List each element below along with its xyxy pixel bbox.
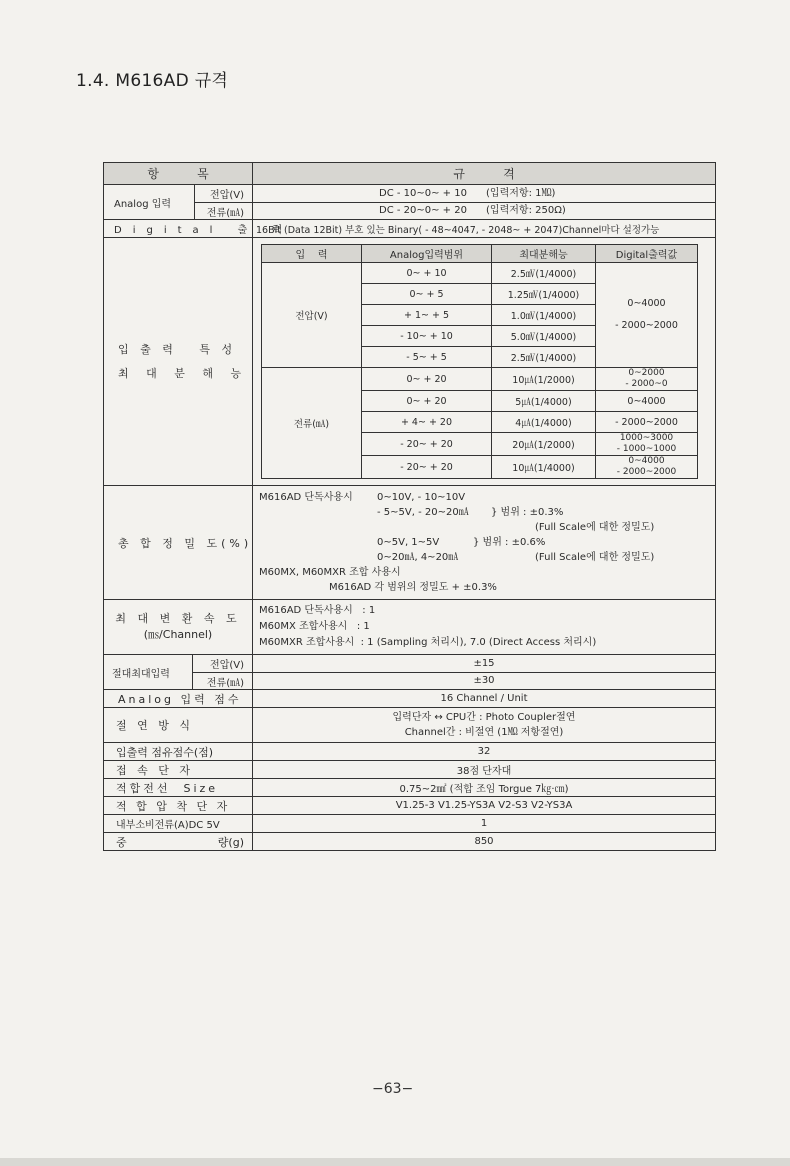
current-range: 0~ + 20 <box>362 368 492 391</box>
weight-label-left: 중 <box>116 835 127 849</box>
absmax-voltage-value: ±15 <box>253 655 715 673</box>
accuracy-line: M616AD 각 범위의 정밀도 + ±0.3% <box>329 582 497 593</box>
spec-row <box>104 815 716 833</box>
insulation-line: 입력단자 ↔ CPU간 : Photo Coupler절연 <box>392 712 576 723</box>
row-label: 내부소비전류(A)DC 5V <box>104 815 253 833</box>
voltage-range: 0~ + 10 <box>362 263 492 284</box>
voltage-group-label: 전압(V) <box>262 263 362 368</box>
speed-line: M60MX 조합사용시 : 1 <box>259 621 370 632</box>
insulation-line: Channel간 : 비절연 (1㏁ 저항절연) <box>404 727 564 738</box>
voltage-res: 1.0㎷(1/4000) <box>492 305 596 326</box>
digital-output-label: Digital 출 력 <box>104 220 253 238</box>
row-value: 16 Channel / Unit <box>253 690 716 708</box>
spec-row <box>104 797 716 815</box>
digital-output-value: 16Bit (Data 12Bit) 부호 있는 Binary( - 48~4047, - 2048~ + 2047)Channel마다 설정가능 <box>253 220 716 238</box>
voltage-range: + 1~ + 5 <box>362 305 492 326</box>
spec-row <box>104 761 716 779</box>
analog-input-row <box>104 185 716 220</box>
analog-current-label: 전류(㎃) <box>206 207 244 219</box>
accuracy-line: 0~5V, 1~5V <box>377 537 440 548</box>
conversion-speed-row <box>104 600 716 655</box>
io-label-line2: 최 대 분 해 능 <box>118 366 249 380</box>
voltage-res: 1.25㎷(1/4000) <box>492 284 596 305</box>
voltage-digital: 0~4000 - 2000~2000 <box>596 263 698 368</box>
col-resolution: 최대분해능 <box>492 245 596 263</box>
spec-row <box>104 690 716 708</box>
analog-input-label: Analog 입력 <box>104 185 195 219</box>
accuracy-line: 0~10V, - 10~10V <box>377 492 466 503</box>
spec-row <box>104 743 716 761</box>
row-value: 32 <box>253 743 716 761</box>
row-label: 적 합 압 착 단 자 <box>104 797 253 815</box>
absolute-max-row <box>104 655 716 690</box>
io-label-line1: 입 출 력 특 성 <box>118 342 237 356</box>
row-value: 0.75~2㎟ (적합 조임 Torgue 7㎏·㎝) <box>253 779 716 797</box>
voltage-res: 2.5㎷(1/4000) <box>492 263 596 284</box>
row-label: 적합전선 Size <box>104 779 253 797</box>
row-label: 입출력 점유점수(점) <box>104 743 253 761</box>
analog-voltage-value: DC - 10~0~ + 10 (입력저항: 1㏁) <box>253 185 715 203</box>
accuracy-line: (Full Scale에 대한 정밀도) <box>535 552 655 563</box>
weight-value: 850 <box>253 833 716 851</box>
current-range: - 20~ + 20 <box>362 456 492 479</box>
digital-output-row <box>104 220 716 238</box>
current-digital: - 2000~2000 <box>596 412 698 433</box>
current-digital: 0~2000 - 2000~0 <box>596 368 698 391</box>
current-range: + 4~ + 20 <box>362 412 492 433</box>
voltage-range: 0~ + 5 <box>362 284 492 305</box>
current-range: 0~ + 20 <box>362 391 492 412</box>
section-number: 1.4. <box>76 71 110 91</box>
voltage-range: - 5~ + 5 <box>362 347 492 368</box>
accuracy-line: M616AD 단독사용시 <box>259 492 353 503</box>
current-digital: 0~4000 <box>596 391 698 412</box>
row-label: Analog 입력 점수 <box>104 690 253 708</box>
accuracy-line: 0~20㎃, 4~20㎃ <box>377 552 459 563</box>
accuracy-label: 총 합 정 밀 도(%) <box>104 486 253 600</box>
row-value: 38점 단자대 <box>253 761 716 779</box>
header-spec: 규 격 <box>253 163 716 185</box>
current-group-label: 전류(㎃) <box>262 368 362 479</box>
col-input: 입 력 <box>262 245 362 263</box>
accuracy-line: } 범위 : ±0.3% <box>491 507 564 518</box>
row-value: 1 <box>253 815 716 833</box>
absmax-current-value: ±30 <box>473 675 495 686</box>
speed-unit: (㎳/Channel) <box>143 628 213 641</box>
row-value: V1.25-3 V1.25-YS3A V2-S3 V2-YS3A <box>253 797 716 815</box>
current-res: 4㎂(1/4000) <box>492 412 596 433</box>
accuracy-line: - 5~5V, - 20~20㎃ <box>377 507 469 518</box>
accuracy-line: (Full Scale에 대한 정밀도) <box>535 522 655 533</box>
current-range: - 20~ + 20 <box>362 433 492 456</box>
accuracy-row <box>104 486 716 600</box>
speed-line: M60MXR 조합사용시 : 1 (Sampling 처리시), 7.0 (Direct Access 처리시) <box>259 637 597 648</box>
section-heading <box>76 66 228 91</box>
current-res: 5㎂(1/4000) <box>492 391 596 412</box>
accuracy-line: M60MX, M60MXR 조합 사용시 <box>259 567 401 578</box>
io-characteristics-row <box>104 238 716 486</box>
spec-row <box>104 779 716 797</box>
weight-label-right: 량(g) <box>217 835 244 849</box>
analog-current-value: DC - 20~0~ + 20 (입력저항: 250Ω) <box>379 205 566 216</box>
section-title: M616AD 규격 <box>115 71 229 91</box>
table-header <box>104 163 716 185</box>
current-res: 20㎂(1/2000) <box>492 433 596 456</box>
voltage-range: - 10~ + 10 <box>362 326 492 347</box>
absmax-label: 절대최대입력 <box>104 655 193 689</box>
insulation-label: 절 연 방 식 <box>104 708 253 743</box>
speed-line: M616AD 단독사용시 : 1 <box>259 605 376 616</box>
resolution-table <box>261 244 698 479</box>
accuracy-line: } 범위 : ±0.6% <box>473 537 546 548</box>
voltage-res: 5.0㎷(1/4000) <box>492 326 596 347</box>
row-label: 접 속 단 자 <box>104 761 253 779</box>
current-res: 10㎂(1/2000) <box>492 368 596 391</box>
absmax-current-label: 전류(㎃) <box>206 677 244 689</box>
speed-label: 최 대 변 환 속 도 <box>115 612 241 625</box>
analog-voltage-label: 전압(V) <box>195 185 253 203</box>
voltage-res: 2.5㎷(1/4000) <box>492 347 596 368</box>
header-item: 항 목 <box>104 163 253 185</box>
insulation-row <box>104 708 716 743</box>
current-res: 10㎂(1/4000) <box>492 456 596 479</box>
weight-row <box>104 833 716 851</box>
scan-edge <box>0 1158 790 1166</box>
col-digital: Digital출력값 <box>596 245 698 263</box>
current-digital: 1000~3000 - 1000~1000 <box>596 433 698 456</box>
spec-table <box>103 162 716 851</box>
col-range: Analog입력범위 <box>362 245 492 263</box>
page-number: −63− <box>372 1081 414 1097</box>
absmax-voltage-label: 전압(V) <box>193 655 253 673</box>
current-digital: 0~4000 - 2000~2000 <box>596 456 698 479</box>
